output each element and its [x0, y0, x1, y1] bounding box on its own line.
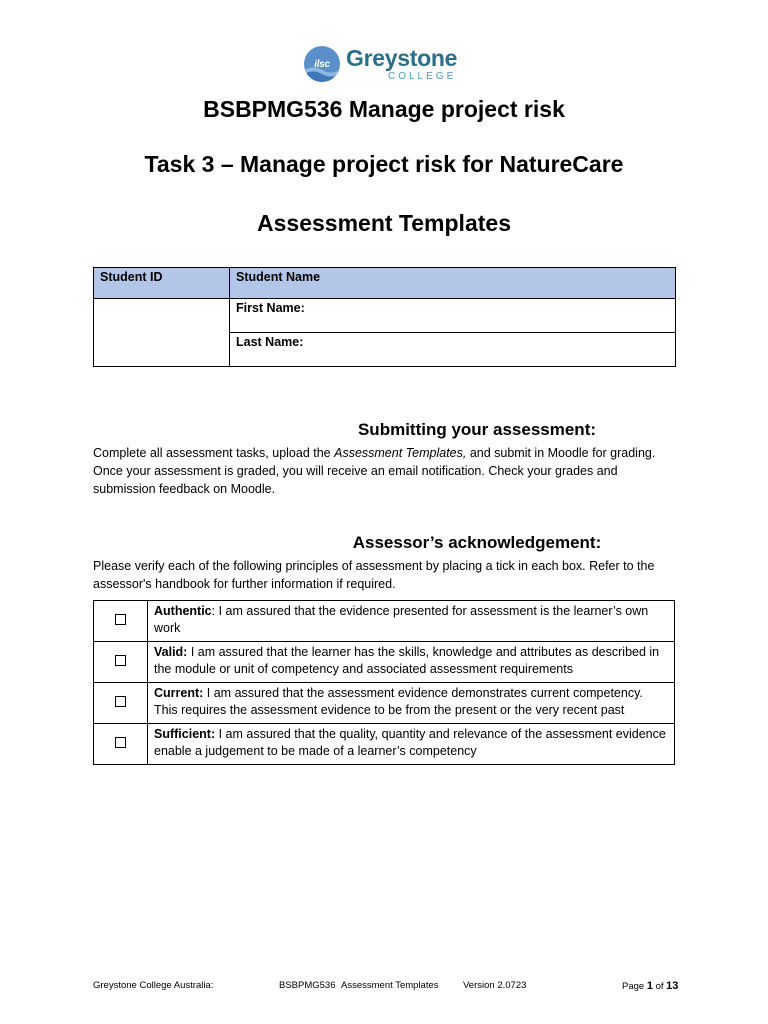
- student-name-header: Student Name: [230, 268, 676, 299]
- ilsc-seal-icon: [304, 46, 340, 82]
- submitting-paragraph: [93, 444, 673, 498]
- last-name-field[interactable]: [230, 333, 676, 367]
- valid-text: I am assured that the learner has the skills, knowledge and attributes as described in the module or unit of competency and associated assessment requirements: [154, 645, 660, 676]
- submitting-heading: Submitting your assessment:: [357, 420, 597, 439]
- sufficient-checkbox[interactable]: [115, 737, 126, 748]
- principle-row-valid: [94, 642, 675, 683]
- logo-seal-text: ilsc: [314, 58, 330, 70]
- footer-page-number: [622, 980, 678, 992]
- authentic-text: : I am assured that the evidence presented for assessment is the learner’s own work: [154, 604, 649, 635]
- first-name-field[interactable]: [230, 299, 676, 333]
- sufficient-label: Sufficient:: [154, 727, 216, 741]
- valid-checkbox[interactable]: [115, 655, 126, 666]
- footer-doc-name: Assessment Templates: [341, 980, 439, 991]
- task-title: Task 3 – Manage project risk for NatureCare: [144, 151, 624, 177]
- footer-unit-code: BSBPMG536: [279, 980, 336, 991]
- logo-name: Greystone: [346, 44, 458, 71]
- first-name-label: First Name:: [236, 301, 305, 315]
- logo-subtitle: COLLEGE: [388, 70, 457, 82]
- footer-page-total: 13: [666, 980, 679, 992]
- student-id-field[interactable]: [94, 299, 230, 367]
- submitting-text-italic: Assessment Templates,: [334, 446, 467, 460]
- current-text: I am assured that the assessment evidence demonstrates current competency. This requires the assessment evidence to be from the present or the very recent past: [154, 686, 643, 717]
- principle-row-authentic: [94, 601, 675, 642]
- current-label: Current:: [154, 686, 204, 700]
- footer-page-of: of: [652, 981, 667, 992]
- greystone-logo: [304, 44, 457, 84]
- acknowledgement-heading: Assessor’s acknowledgement:: [352, 533, 602, 552]
- acknowledgement-intro: Please verify each of the following principles of assessment by placing a tick in each box. Refer to the assessor's handbook for further information if required.: [93, 559, 655, 591]
- assessment-principles-table: [93, 600, 675, 765]
- sufficient-text: I am assured that the quality, quantity and relevance of the assessment evidence enable a judgement to be made of a learner’s competency: [154, 727, 666, 758]
- principle-row-sufficient: [94, 724, 675, 765]
- footer-page-current: 1: [646, 980, 653, 992]
- document-title: Assessment Templates: [257, 210, 511, 236]
- student-details-table: [93, 267, 676, 367]
- footer-org: Greystone College Australia:: [93, 980, 214, 991]
- unit-title: BSBPMG536 Manage project risk: [203, 96, 565, 122]
- last-name-label: Last Name:: [236, 335, 304, 349]
- student-id-header: Student ID: [94, 268, 230, 299]
- footer-version: Version 2.0723: [463, 980, 527, 991]
- principle-row-current: [94, 683, 675, 724]
- current-checkbox[interactable]: [115, 696, 126, 707]
- valid-label: Valid:: [154, 645, 188, 659]
- submitting-text-before: Complete all assessment tasks, upload the: [93, 446, 335, 460]
- authentic-label: Authentic: [154, 604, 212, 618]
- submitting-text-after: and submit in Moodle for grading. Once your assessment is graded, you will receive an email notification. Check your grades and submission feedback on Moodle.: [93, 446, 656, 496]
- authentic-checkbox[interactable]: [115, 614, 126, 625]
- footer-page-prefix: Page: [622, 981, 647, 992]
